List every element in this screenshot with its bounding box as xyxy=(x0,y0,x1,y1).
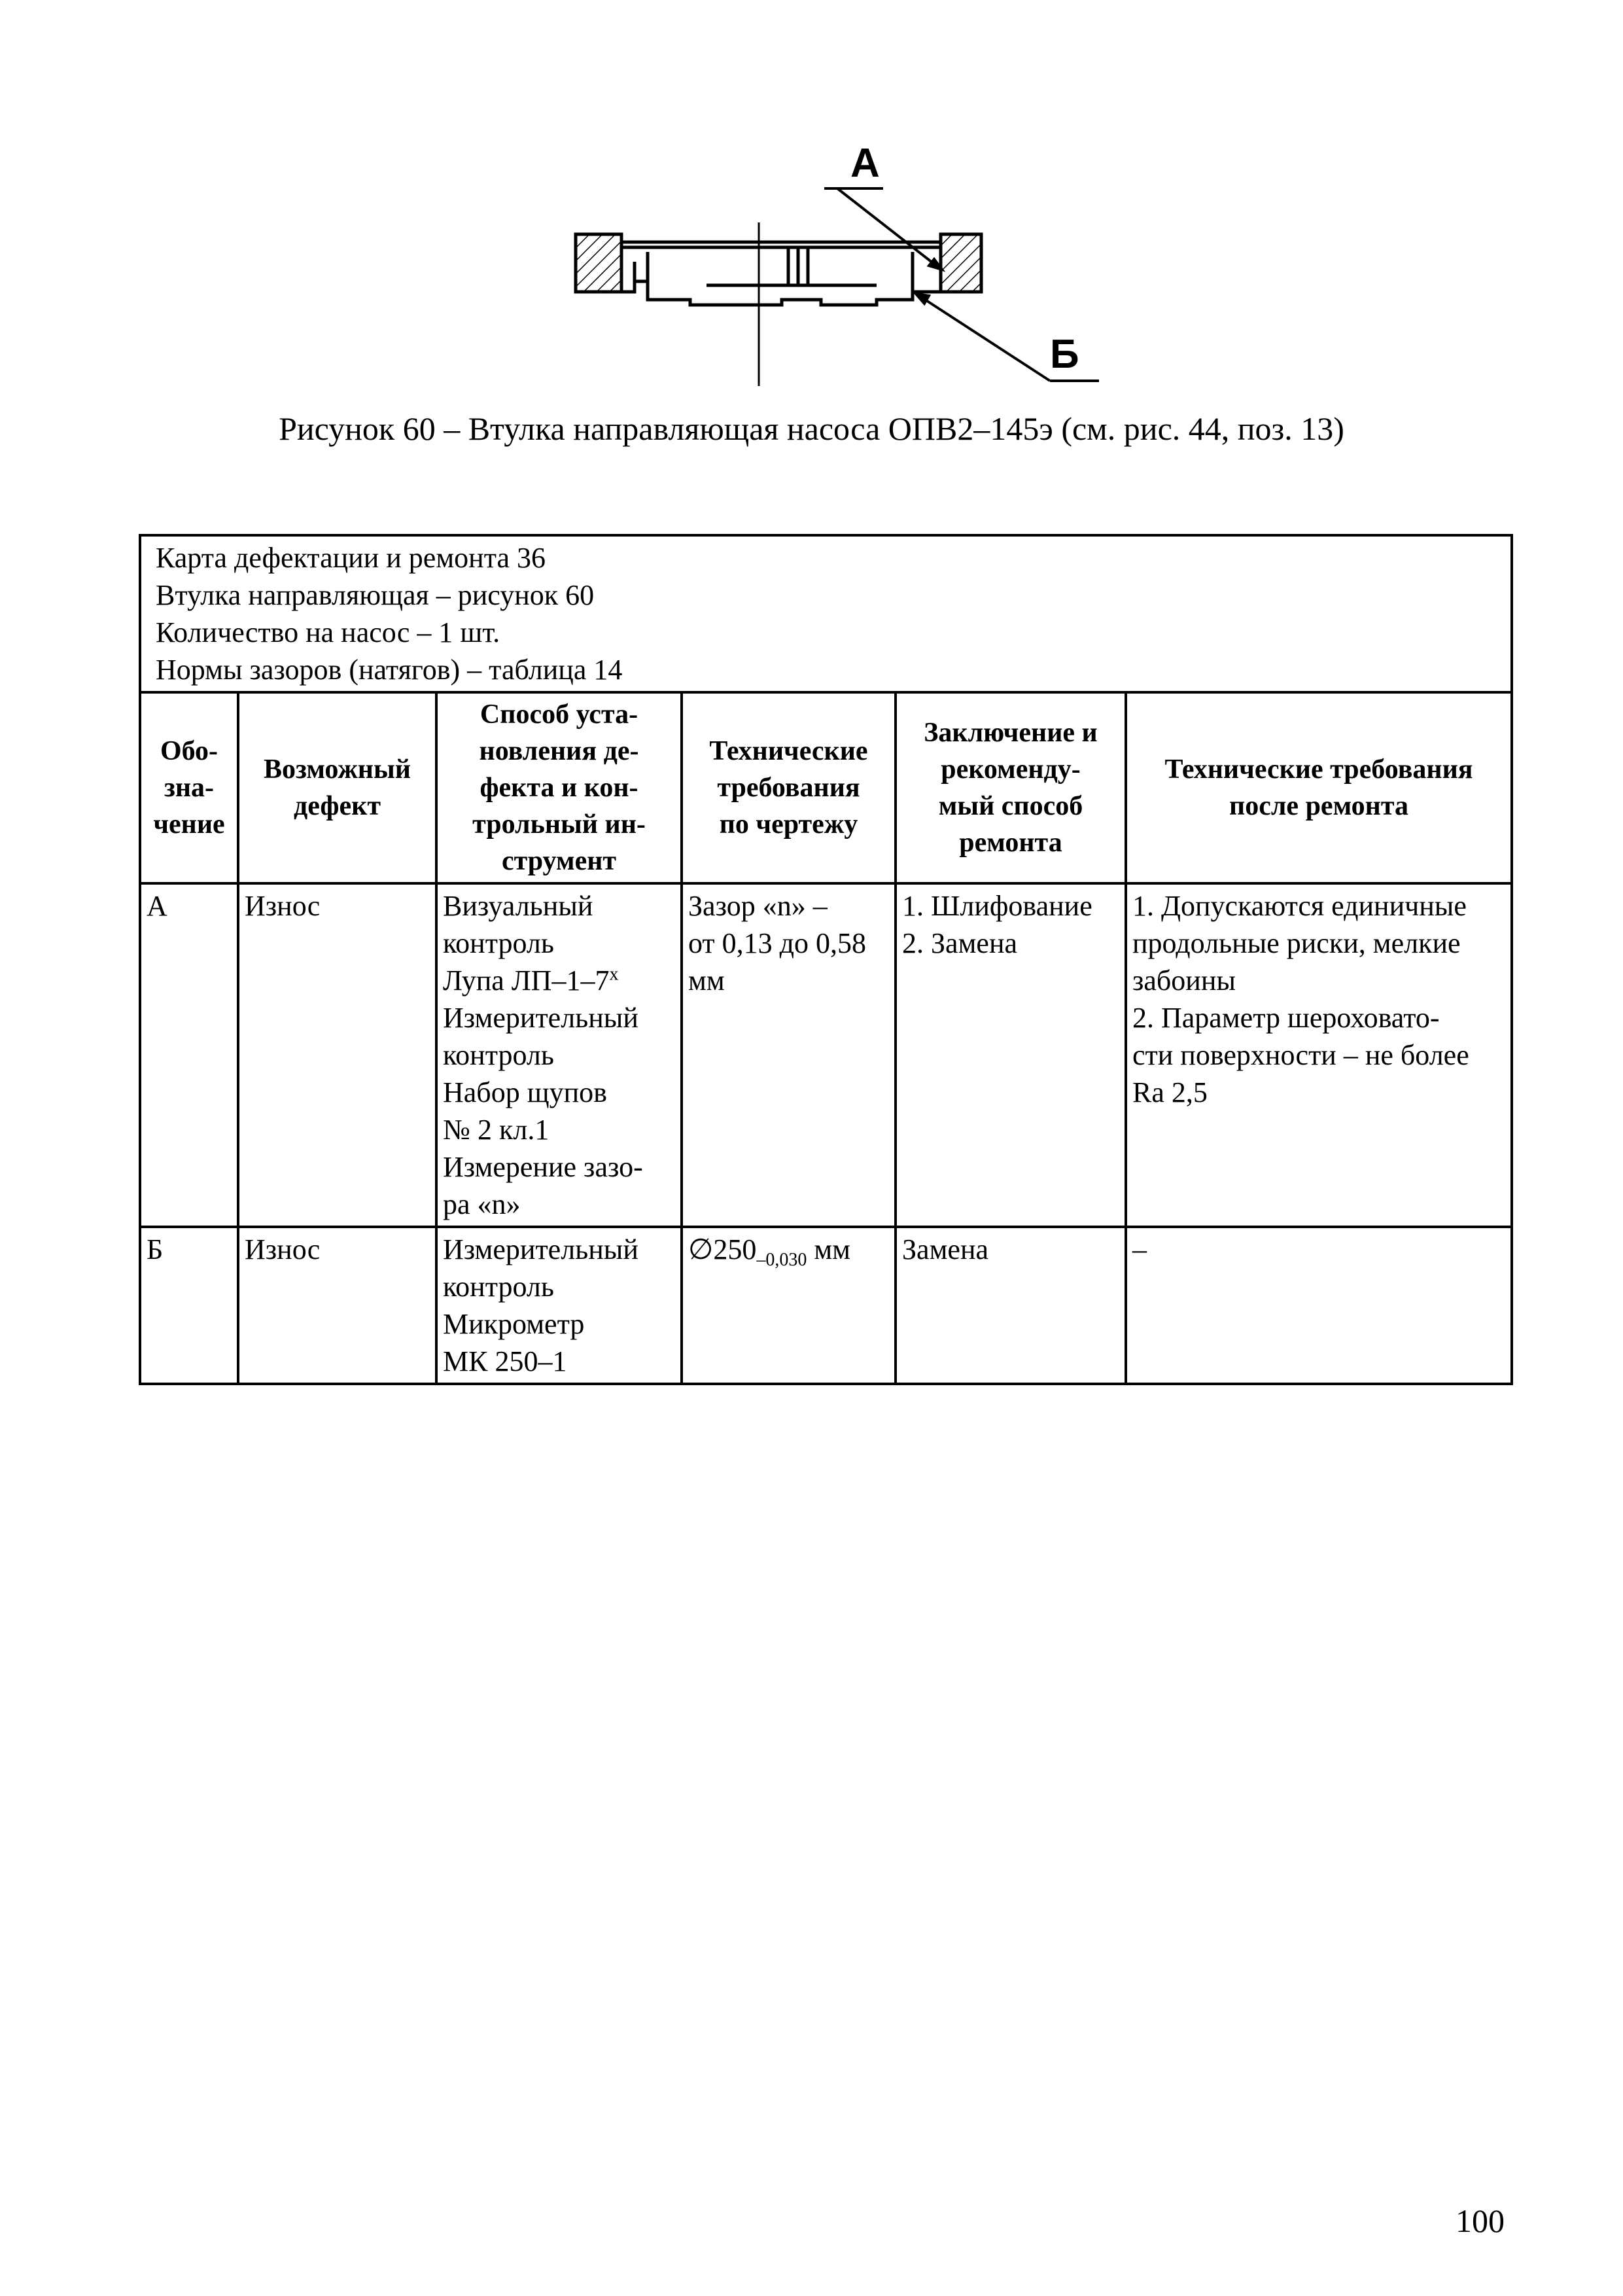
header-defect: Возможный дефект xyxy=(238,692,436,883)
leader-a xyxy=(824,188,942,270)
figure-caption: Рисунок 60 – Втулка направляющая насоса ОПВ2–145э (см. рис. 44, поз. 13) xyxy=(279,410,1344,447)
cell-after-repair: – xyxy=(1126,1227,1512,1384)
label-a: А xyxy=(850,141,880,186)
quantity: Количество на насос – 1 шт. xyxy=(156,616,500,648)
cell-method: Визуальный контроль Лупа $ЛП-1-7^х$ Измерительный контроль Набор щупов № 2 кл.1 Измерение зазо- ра «n» xyxy=(436,883,682,1227)
part-name: Втулка направляющая – рисунок 60 xyxy=(156,579,595,611)
bushing-drawing xyxy=(563,131,1125,393)
label-b: Б xyxy=(1050,332,1079,377)
defect-repair-card xyxy=(139,534,1513,1385)
cell-after-repair: 1. Допускаются единичные продольные риски, мелкие забоины 2. Параметр шероховато- сти поверхности – не более Ra 2,5 xyxy=(1126,883,1512,1227)
loupe-line: Лупа $ЛП-1-7^х$ xyxy=(443,964,619,997)
card-info xyxy=(140,535,1512,692)
diameter-tolerance: $\emptyset 250_{-0,030}$ мм xyxy=(688,1233,851,1270)
cell-defect: Износ xyxy=(238,1227,436,1384)
cell-requirements xyxy=(682,1227,896,1384)
cell-conclusion: Замена xyxy=(896,1227,1126,1384)
cell-method: Измерительный контроль Микрометр МК 250–1 xyxy=(436,1227,682,1384)
cell-defect: Износ xyxy=(238,883,436,1227)
card-number: Карта дефектации и ремонта 36 xyxy=(156,542,546,574)
header-designation: Обо- зна- чение xyxy=(140,692,238,883)
header-row xyxy=(140,692,1512,883)
header-conclusion: Заключение и рекоменду- мый способ ремонта xyxy=(896,692,1126,883)
cell-requirements: Зазор «n» – от 0,13 до 0,58 мм xyxy=(682,883,896,1227)
table-row xyxy=(140,1227,1512,1384)
page-number: 100 xyxy=(1456,2202,1505,2239)
header-requirements: Технические требования по чертежу xyxy=(682,692,896,883)
cell-designation: Б xyxy=(140,1227,238,1384)
table-row xyxy=(140,883,1512,1227)
header-after-repair: Технические требования после ремонта xyxy=(1126,692,1512,883)
clearance-norms: Нормы зазоров (натягов) – таблица 14 xyxy=(156,654,623,686)
header-method: Способ уста- новления де- фекта и кон- трольный ин- струмент xyxy=(436,692,682,883)
cell-conclusion: 1. Шлифование 2. Замена xyxy=(896,883,1126,1227)
card-info-row xyxy=(140,535,1512,692)
cell-designation: А xyxy=(140,883,238,1227)
